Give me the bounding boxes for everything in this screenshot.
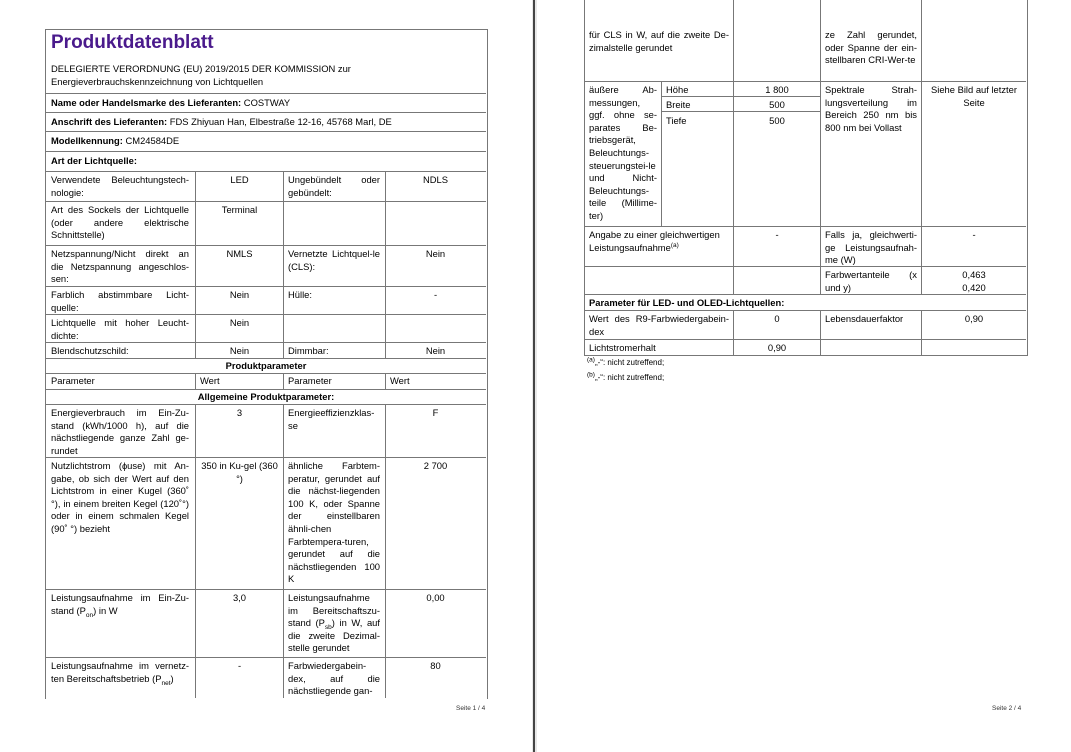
lumen-maintenance-label: Lichtstromerhalt	[589, 342, 656, 353]
envelope-value: -	[433, 289, 438, 300]
standby-power-label: Leistungsaufnahme im Bereitschaftszu-stand $(P_{sb})$ in W, auf die zweite Dezimal-stelle gerundet	[288, 592, 380, 654]
depth-value: 500	[769, 115, 785, 126]
page-title: Produktdatenblatt	[51, 32, 214, 53]
supplier-row	[47, 96, 483, 111]
model-value: CM24584DE	[125, 135, 180, 146]
high-luminance-label: Lichtquelle mit hoher Leucht-dichte:	[51, 317, 189, 341]
footnote-b: $^{(b)}$„-“: nicht zutreffend;	[587, 371, 665, 382]
cri-value: 80	[430, 660, 441, 671]
bundled-label: Ungebündelt oder gebündelt:	[288, 174, 380, 198]
depth-label: Tiefe	[666, 115, 687, 126]
tech-label: Verwendete Beleuchtungstech-nologie:	[51, 174, 189, 198]
width-value: 500	[769, 99, 785, 110]
cls-label: Vernetzte Lichtquel-le (CLS):	[288, 248, 380, 272]
col-header-value-2: Wert	[390, 375, 410, 386]
col-header-value-1: Wert	[200, 375, 220, 386]
model-row	[47, 134, 483, 149]
networked-standby-label: Leistungsaufnahme im vernetz-ten Bereitschaftsbetrieb $(P_{net})$	[51, 660, 189, 687]
power-on-label: Leistungsaufnahme im Ein-Zu-stand $(P_{on})$ in W	[51, 592, 189, 619]
equivalent-power-yes-label: Falls ja, gleichwerti-ge Leistungsaufnah-me (W)	[825, 229, 917, 266]
led-params-heading: Parameter für LED- und OLED-Lichtquellen:	[589, 297, 785, 308]
equivalent-power-yes-value: -	[972, 229, 976, 240]
supplier-label: Name oder Handelsmarke des Lieferanten:	[51, 97, 242, 108]
color-tunable-label: Farblich abstimmbare Licht-quelle:	[51, 289, 189, 313]
flux-value: 350 in Ku-gel (360 °)	[201, 460, 278, 484]
product-params-heading: Produktparameter	[225, 360, 307, 371]
page-1	[0, 0, 532, 752]
energy-class-value: F	[432, 407, 439, 418]
bundled-value: NDLS	[422, 174, 448, 185]
energy-value: 3	[236, 407, 243, 418]
networked-standby-value: -	[237, 660, 242, 671]
height-label: Höhe	[666, 84, 689, 95]
regulation-text: DELEGIERTE VERORDNUNG (EU) 2019/2015 DER KOMMISSION zur Energieverbrauchskennzeichnung von Lichtquellen	[51, 63, 351, 87]
high-luminance-value: Nein	[229, 317, 250, 328]
glare-label: Blendschutzschild:	[51, 345, 129, 356]
footnote-a: $^{(a)}$„-“: nicht zutreffend;	[587, 356, 665, 367]
socket-label: Art des Sockels der Lichtquelle (oder andere elektrische Schnittstelle)	[51, 204, 189, 241]
col-header-param-1: Parameter	[51, 375, 95, 386]
dimensions-label: äußere Ab-messungen, ggf. ohne se-parates Be-triebsgerät, Beleuchtungs-steuerungstei-le und Nicht-Beleuchtungs-teile (Millime-ter)	[589, 84, 657, 221]
glare-value: Nein	[229, 345, 250, 356]
supplier-value: COSTWAY	[243, 97, 291, 108]
color-tunable-value: Nein	[229, 289, 250, 300]
equivalent-power-label: Angabe zu einer gleichwertigen Leistungsaufnahme$^{(a)}$	[589, 229, 720, 253]
lifetime-label: Lebensdauerfaktor	[825, 313, 904, 324]
spectral-label: Spektrale Strah-lungsverteilung im Bereich 250 nm bis 800 nm bei Vollast	[825, 84, 917, 133]
cri-label: Farbwiedergabein-dex, auf die nächstliegende gan-	[288, 660, 380, 697]
address-value: FDS Zhiyuan Han, Elbestraße 12-16, 45768 Marl, DE	[169, 116, 392, 127]
col-header-param-2: Parameter	[288, 375, 332, 386]
chromaticity-y: 0,420	[962, 282, 986, 293]
socket-value: Terminal	[221, 204, 258, 215]
page-separator	[533, 0, 535, 752]
r9-value: 0	[774, 313, 780, 324]
spectral-value: Siehe Bild auf letzter Seite	[931, 84, 1017, 108]
energy-label: Energieverbrauch im Ein-Zu-stand (kWh/1000 h), auf die nächstliegende ganze Zahl ge-rundet	[51, 407, 189, 456]
equivalent-power-value: -	[775, 229, 779, 240]
page-2	[537, 0, 1071, 752]
energy-class-label: Energieeffizienzklas-se	[288, 407, 375, 431]
width-label: Breite	[666, 99, 691, 110]
cri-continued: ze Zahl gerundet, oder Spanne der ein-stellbaren CRI-Wer-te	[825, 29, 917, 66]
general-params-heading: Allgemeine Produktparameter:	[197, 391, 335, 402]
mains-label: Netzspannung/Nicht direkt an die Netzspannung angeschlos-sen:	[51, 248, 189, 285]
mains-value: NMLS	[226, 248, 253, 259]
chromaticity-x: 0,463	[962, 269, 986, 280]
lumen-maintenance-value: 0,90	[767, 342, 787, 353]
address-row	[47, 115, 483, 130]
type-heading: Art der Lichtquelle:	[51, 155, 137, 166]
dimmable-label: Dimmbar:	[288, 345, 329, 356]
height-value: 1 800	[765, 84, 789, 95]
cls-standby-continued: für CLS in W, auf die zweite De-zimalstelle gerundet	[589, 29, 729, 53]
dimmable-value: Nein	[425, 345, 446, 356]
cls-value: Nein	[425, 248, 446, 259]
model-label: Modellkennung:	[51, 135, 123, 146]
chromaticity-label: Farbwertanteile (x und y)	[825, 269, 917, 293]
flux-label: Nutzlichtstrom (ɸuse) mit An-gabe, ob sich der Wert auf den Lichtstrom in einer Kugel (360˚ °), in einem breiten Kegel (120˚°) oder in einem schmalen Kegel (90˚ °) bezieht	[51, 460, 189, 534]
cct-value: 2 700	[423, 460, 448, 471]
lifetime-value: 0,90	[964, 313, 984, 324]
cct-label: ähnliche Farbtem-peratur, gerundet auf die nächst-liegenden 100 K, oder Spanne der einstellbaren ähnli-chen Farbtempera-turen, gerundet auf die nächstliegenden 100 K	[288, 460, 380, 585]
page-number: Seite 1 / 4	[456, 705, 486, 712]
page-number: Seite 2 / 4	[992, 705, 1022, 712]
power-on-value: 3,0	[232, 592, 247, 603]
envelope-label: Hülle:	[288, 289, 312, 300]
address-label: Anschrift des Lieferanten:	[51, 116, 168, 127]
r9-label: Wert des R9-Farbwiedergabein-dex	[589, 313, 729, 337]
tech-value: LED	[230, 174, 249, 185]
standby-power-value: 0,00	[426, 592, 445, 603]
